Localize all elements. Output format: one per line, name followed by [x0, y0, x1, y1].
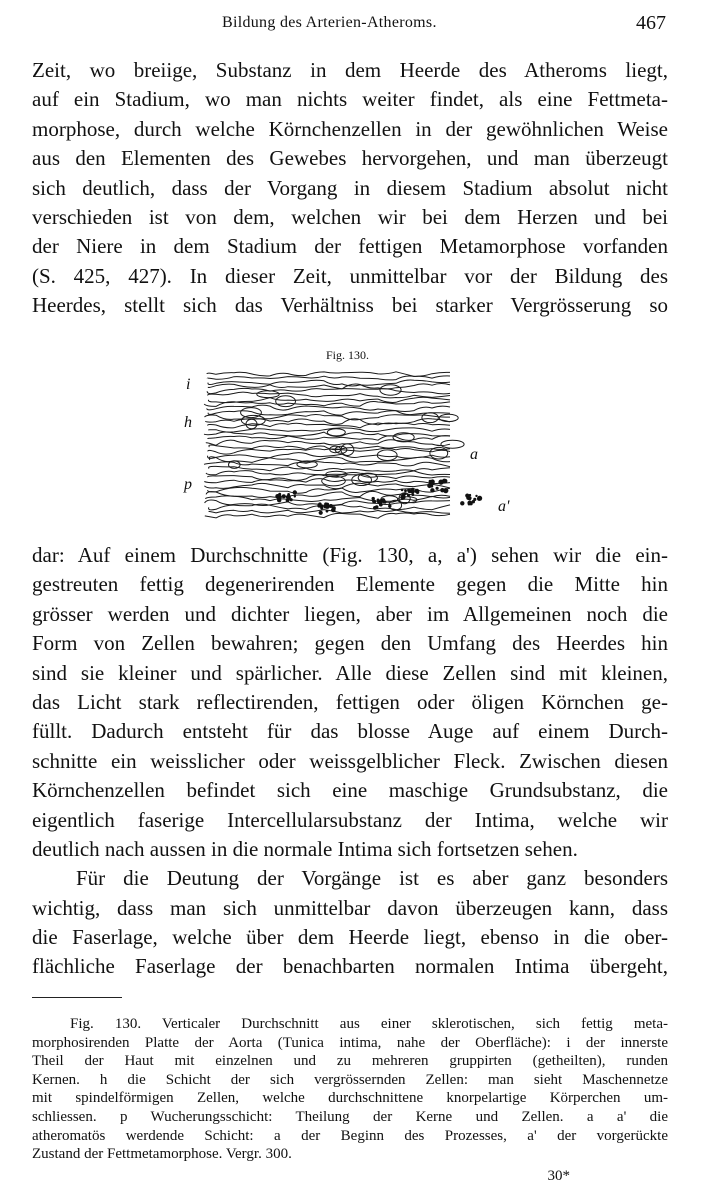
- text-line: dar: Auf einem Durchschnitte (Fig. 130, a, a') sehen wir die ein-: [32, 543, 668, 567]
- tissue-fiber: [209, 457, 450, 463]
- text-line: aus den Elementen des Gewebes hervorgehen, und man überzeugt: [32, 146, 668, 171]
- fat-granule: [377, 500, 381, 504]
- text-line: schnitte ein weisslicher oder weissgelblicher Fleck. Zwischen diesen: [32, 748, 668, 773]
- fat-granule: [407, 494, 410, 497]
- fat-granule: [469, 494, 471, 496]
- footnote-line: Zustand der Fettmetamorphose. Vergr. 300.: [32, 1146, 292, 1163]
- text-line: Körnchenzellen befindet sich eine maschige Grundsubstanz, die: [32, 778, 668, 803]
- text-line: verschieden ist von dem, welchen wir bei dem Herzen und bei: [32, 204, 668, 229]
- fat-granule: [293, 490, 297, 494]
- fat-granule: [382, 500, 386, 504]
- paragraph-2: [32, 541, 668, 982]
- fat-granule: [326, 510, 329, 513]
- fat-granule: [467, 496, 471, 500]
- fat-granule: [319, 511, 323, 515]
- page-header: [0, 12, 708, 38]
- text-line: grösser werden und dichter liegen, aber im Allgemeinen noch die: [32, 601, 668, 626]
- text-line: die Faserlage, welche über dem Heerde liegt, ebenso in die ober-: [32, 925, 668, 950]
- footnote-line: atheromatös werdende Schicht: a der Beginn des Prozesses, a' der vorgerückte: [32, 1127, 668, 1144]
- footnote-divider: [32, 997, 122, 998]
- figure-letter-a-prime: a': [498, 498, 510, 515]
- text-line: Heerdes, stellt sich das Verhältniss bei starker Vergrösserung so: [32, 293, 668, 318]
- histology-illustration: [176, 368, 536, 528]
- fat-granule: [443, 479, 447, 483]
- fat-granule: [277, 497, 280, 500]
- figure-label: Fig. 130.: [326, 348, 370, 362]
- paragraph-1: [32, 56, 668, 321]
- footnote-line: Theil der Haut mit einzelnen und zu mehreren gruppirten (getheilten), runden: [32, 1053, 668, 1070]
- running-head: Bildung des Arterien-Atheroms.: [222, 14, 437, 31]
- cell-nucleus: [380, 385, 401, 395]
- text-line: füllt. Dadurch entsteht für das blosse Auge auf einem Durch-: [32, 719, 668, 744]
- figure-letter-i: i: [186, 376, 191, 393]
- cell-nucleus: [422, 413, 438, 423]
- tissue-fiber: [206, 440, 450, 446]
- text-line: der Niere in dem Stadium der fettigen Metamorphose vorfanden: [32, 234, 668, 259]
- figure-letter-h: h: [184, 414, 192, 431]
- text-line: wichtig, dass man sich unmittelbar davon überzeugen kann, dass: [32, 895, 668, 920]
- fat-granule: [329, 504, 333, 508]
- tissue-fiber: [204, 462, 450, 467]
- tissue-fiber: [204, 479, 450, 484]
- fat-granule: [475, 495, 477, 497]
- text-line: Zeit, wo breiige, Substanz in dem Heerde des Atheroms liegt,: [32, 58, 668, 82]
- text-line: das Licht stark reflectirenden, fettigen oder öligen Körnchen ge-: [32, 689, 668, 714]
- figure-130: [176, 346, 536, 531]
- text-line: eigentlich faserige Intercellularsubstanz der Intima, welche wir: [32, 807, 668, 832]
- cell-nucleus: [441, 440, 464, 448]
- text-line: (S. 425, 427). In dieser Zeit, unmittelbar vor der Bildung des: [32, 263, 668, 288]
- figure-letter-a: a: [470, 446, 478, 463]
- fat-granule: [325, 505, 329, 509]
- tissue-fiber: [209, 510, 450, 514]
- cell-nucleus: [276, 396, 296, 407]
- tissue-fiber: [205, 513, 450, 518]
- tissue-fiber: [207, 388, 450, 393]
- tissue-fiber: [208, 448, 450, 454]
- tissue-fiber: [207, 372, 450, 377]
- footnote-line: Kernen. h die Schicht der sich vergrössernden Zellen: man sieht Maschennetze: [32, 1071, 668, 1088]
- tissue-fiber: [208, 397, 450, 402]
- fat-granule: [416, 491, 419, 494]
- text-line: Für die Deutung der Vorgänge ist es aber ganz besonders: [76, 866, 668, 891]
- text-line: Form von Zellen bewahren; gegen den Umfang des Heerdes hin: [32, 631, 668, 656]
- fat-granule: [401, 489, 404, 492]
- text-line: auf ein Stadium, wo man nichts weiter findet, als eine Fettmeta-: [32, 87, 668, 112]
- text-line: gestreuten fettig degenerirenden Elemente gegen die Mitte hin: [32, 572, 668, 597]
- tissue-fiber: [208, 475, 450, 481]
- fat-granule: [282, 494, 286, 498]
- text-line: sich deutlich, dass der Vorgang in diesem Stadium absolut nicht: [32, 175, 668, 200]
- page-number: 467: [636, 12, 666, 34]
- figure-letter-p: p: [184, 476, 192, 493]
- footnote-line: mit spindelförmigen Zellen, welche durchschnittene knorpelartige Körperchen um-: [32, 1090, 668, 1107]
- tissue-fiber: [208, 411, 450, 415]
- cell-nucleus: [439, 414, 458, 421]
- fat-granule: [412, 493, 415, 496]
- text-line: deutlich nach aussen in die normale Intima sich fortsetzen sehen.: [32, 836, 578, 861]
- fat-granule: [294, 495, 296, 497]
- fat-granule: [436, 487, 439, 490]
- fat-granule: [440, 488, 444, 492]
- fat-granule: [477, 496, 482, 501]
- footnote-line: morphosirenden Platte der Aorta (Tunica intima, nahe der Oberfläche): i der innerste: [32, 1034, 668, 1051]
- fat-granule: [373, 506, 377, 510]
- signature-mark: 30*: [547, 1168, 570, 1184]
- text-line: flächliche Faserlage der benachbarten normalen Intima übergeht,: [32, 954, 668, 979]
- fat-granule: [470, 502, 473, 505]
- text-line: morphose, durch welche Körnchenzellen in der gewöhnlichen Weise: [32, 116, 668, 141]
- tissue-fiber: [207, 376, 450, 380]
- fat-granule: [372, 500, 375, 503]
- fat-granule: [388, 504, 391, 507]
- fat-granule: [404, 489, 407, 492]
- footnote-line: Fig. 130. Verticaler Durchschnitt aus einer sklerotischen, sich fettig meta-: [70, 1016, 668, 1032]
- figure-caption-footnote: [32, 1015, 668, 1164]
- fat-granule: [286, 495, 291, 500]
- footnote-line: schliessen. p Wucherungsschicht: Theilung der Kerne und Zellen. a a' die: [32, 1108, 668, 1125]
- fat-granule: [430, 484, 433, 487]
- fat-granule: [407, 489, 411, 493]
- tissue-fiber: [204, 402, 450, 407]
- fat-granule: [403, 492, 406, 495]
- fat-granule: [429, 480, 432, 483]
- text-line: sind sie kleiner und spärlicher. Alle diese Zellen sind mit kleinen,: [32, 660, 668, 685]
- cell-nucleus: [358, 473, 377, 482]
- fat-granule: [460, 501, 464, 505]
- fat-granule: [430, 488, 434, 492]
- cell-nucleus: [327, 429, 345, 436]
- fat-granule: [320, 506, 323, 509]
